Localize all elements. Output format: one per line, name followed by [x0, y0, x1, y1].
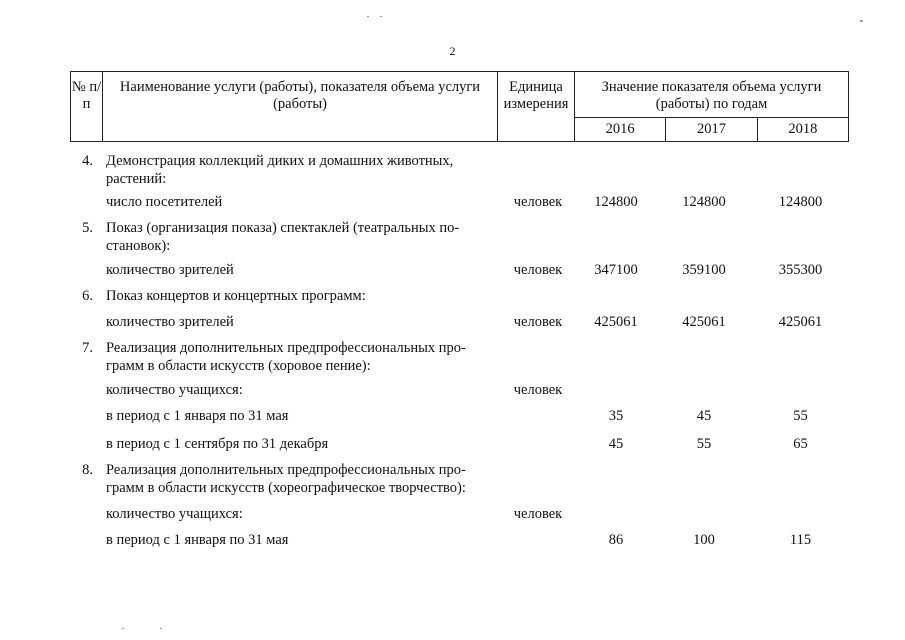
- row-value-2018: 425061: [778, 314, 823, 330]
- header-year-2017: 2017: [666, 118, 757, 142]
- table-row: [0, 237, 905, 257]
- row-unit: человек: [513, 314, 563, 330]
- table-row: [0, 505, 905, 525]
- row-number-text: 5.: [82, 220, 93, 236]
- row-name: Демонстрация коллекций диких и домашних животных,: [106, 153, 454, 169]
- table-row: [0, 407, 905, 427]
- row-name: в период с 1 января по 31 мая: [106, 408, 289, 424]
- row-name: число посетителей: [106, 194, 223, 210]
- row-value-2017: 425061: [682, 314, 726, 330]
- row-name: количество учащихся:: [106, 382, 243, 398]
- table-row: [0, 435, 905, 455]
- header-unit: Единица измерения: [498, 72, 575, 142]
- row-number: [70, 287, 101, 305]
- row-value-2016: 425061: [594, 314, 638, 330]
- row-name: Реализация дополнительных предпрофессиональных про-: [106, 462, 466, 478]
- table-row: [0, 193, 905, 213]
- table-row: [0, 479, 905, 499]
- header-name: Наименование услуги (работы), показателя объема услуги (работы): [103, 72, 498, 142]
- row-name: Показ концертов и концертных программ:: [106, 288, 366, 304]
- page-number: 2: [449, 44, 456, 58]
- table-row: [0, 357, 905, 377]
- row-number-text: 8.: [82, 462, 93, 478]
- table-row: [0, 531, 905, 551]
- header-value: Значение показателя объема услуги (работы) по годам: [575, 72, 849, 118]
- row-value-2017: 124800: [682, 194, 726, 210]
- row-unit: человек: [513, 194, 563, 210]
- scan-speck: [380, 16, 382, 17]
- row-value-2016: 86: [608, 532, 624, 548]
- scan-speck: [122, 628, 124, 629]
- table-row: [0, 261, 905, 281]
- table-row: [0, 339, 905, 359]
- row-number-text: 7.: [82, 340, 93, 356]
- row-name: грамм в области искусств (хореографическое творчество):: [106, 480, 466, 496]
- row-value-2018: 124800: [778, 194, 823, 210]
- row-name: в период с 1 января по 31 мая: [106, 532, 289, 548]
- row-value-2016: 124800: [594, 194, 638, 210]
- row-value-2017: 55: [696, 436, 712, 452]
- row-number-text: 4.: [82, 153, 93, 169]
- row-name: грамм в области искусств (хоровое пение):: [106, 358, 371, 374]
- row-number: [70, 152, 101, 170]
- row-name: растений:: [106, 171, 167, 187]
- row-number: [70, 219, 101, 237]
- row-name: количество учащихся:: [106, 506, 243, 522]
- table-header: [70, 71, 849, 142]
- row-name: количество зрителей: [106, 262, 234, 278]
- table-row: [0, 313, 905, 333]
- row-value-2017: 100: [693, 532, 715, 548]
- row-value-2016: 347100: [594, 262, 638, 278]
- row-unit: человек: [513, 506, 563, 522]
- row-value-2017: 359100: [682, 262, 726, 278]
- header-num: № п/п: [71, 72, 103, 142]
- scan-speck: [860, 20, 863, 22]
- row-number-text: 6.: [82, 288, 93, 304]
- row-value-2016: 35: [608, 408, 624, 424]
- table-row: [0, 219, 905, 239]
- table-row: [0, 170, 905, 190]
- row-name: количество зрителей: [106, 314, 234, 330]
- scan-speck: [367, 16, 369, 17]
- row-unit: человек: [513, 382, 563, 398]
- row-value-2018: 65: [793, 436, 808, 452]
- row-number: [70, 461, 101, 479]
- table-row: [0, 381, 905, 401]
- row-value-2017: 45: [696, 408, 712, 424]
- row-name: в период с 1 сентября по 31 декабря: [106, 436, 329, 452]
- table-row: [0, 287, 905, 307]
- row-value-2018: 55: [793, 408, 808, 424]
- row-name: Показ (организация показа) спектаклей (театральных по-: [106, 220, 460, 236]
- scan-speck: [160, 628, 162, 629]
- table-row: [0, 152, 905, 172]
- row-name: становок):: [106, 238, 171, 254]
- row-unit: человек: [513, 262, 563, 278]
- row-value-2018: 355300: [778, 262, 823, 278]
- row-value-2016: 45: [608, 436, 624, 452]
- row-name: Реализация дополнительных предпрофессиональных про-: [106, 340, 466, 356]
- header-year-2018: 2018: [757, 118, 848, 142]
- header-year-2016: 2016: [575, 118, 666, 142]
- row-number: [70, 339, 101, 357]
- row-value-2018: 115: [789, 532, 812, 548]
- table-row: [0, 461, 905, 481]
